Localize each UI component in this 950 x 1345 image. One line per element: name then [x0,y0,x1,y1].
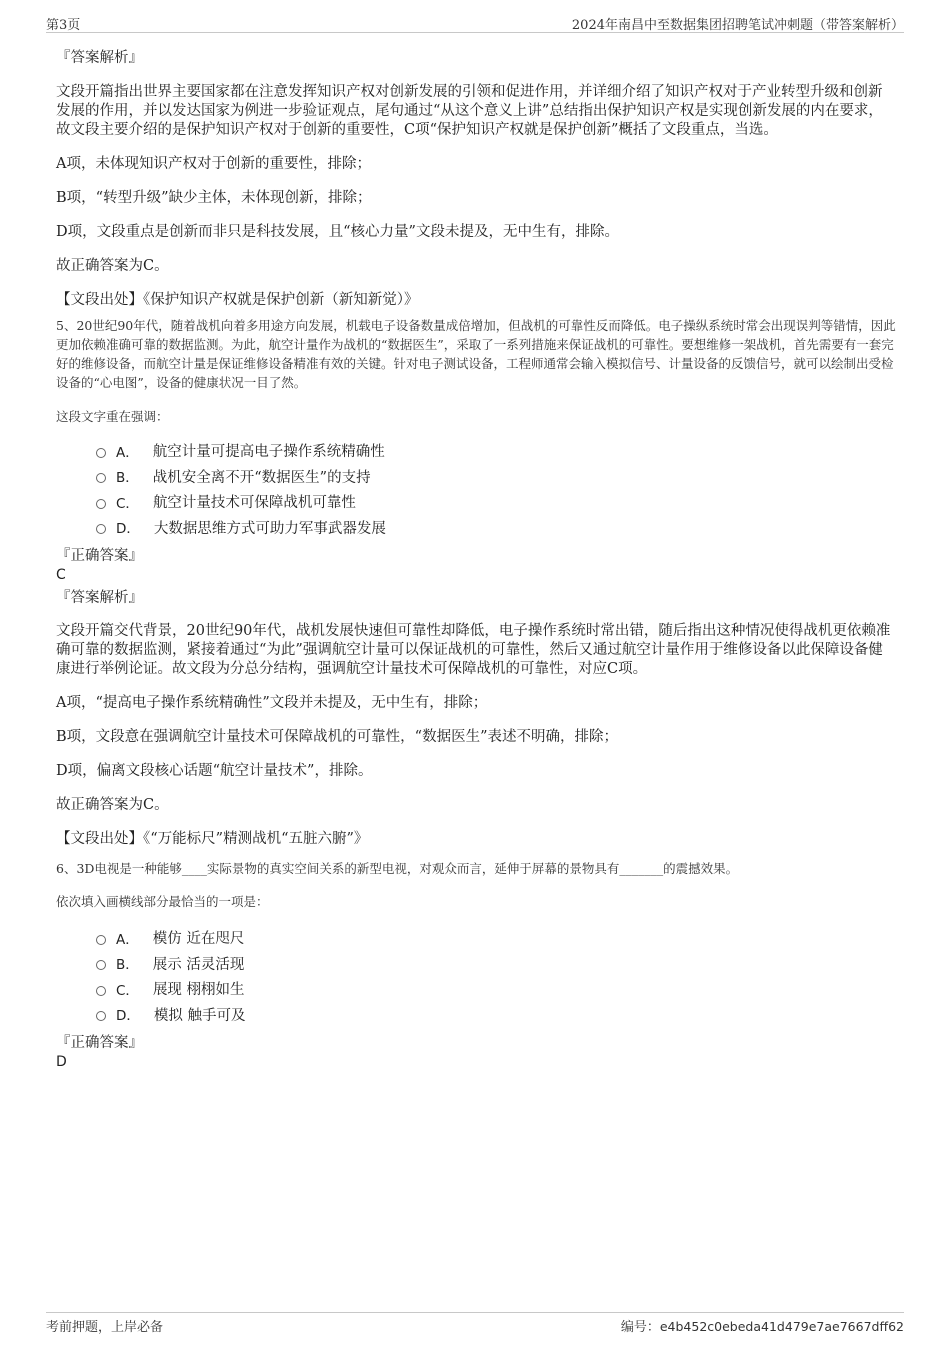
analysis-option-d: D项，偏离文段核心话题“航空计量技术”，排除。 [56,763,373,779]
option-letter: C． [116,982,139,999]
option-text: 模仿 近在咫尺 [152,931,245,948]
radio-icon[interactable] [96,935,106,945]
radio-icon[interactable] [96,473,106,483]
option-letter: A． [116,444,139,461]
option-letter: D． [116,521,140,538]
option-text: 航空计量技术可保障战机可靠性 [152,495,356,512]
option-a[interactable] [56,925,896,951]
code-value: e4b452c0ebeda41d479e7ae7667dff62 [659,1319,904,1334]
analysis-option-a: A项，未体现知识产权对于创新的重要性，排除； [56,156,371,172]
correct-answer-label: 『正确答案』 [56,548,143,564]
option-d[interactable] [56,515,896,541]
footer-slogan: 考前押题，上岸必备 [46,1320,164,1335]
option-text: 战机安全离不开“数据医生”的支持 [152,469,371,486]
radio-icon[interactable] [96,499,106,509]
code-label: 编号： [620,1320,660,1335]
analysis-option-a: A项，“提高电子操作系统精确性”文段并未提及，无中生有，排除； [56,695,488,711]
option-a[interactable] [56,438,896,464]
source-note: 【文段出处】《“万能标尺”精测战机“五脏六腑”》 [56,831,369,847]
correct-answer: C [56,567,66,583]
analysis-text: 文段开篇交代背景，20世纪90年代，战机发展快速但可靠性却降低，电子操作系统时常出错，随后指出这种情况使得战机更依赖准确可靠的数据监测，紧接着通过“为此”强调航空计量可以保证战机的可靠性，然后又通过航空计量作用于维修设备以此保障设备健康进行举例论证。故文段为分总分结构，强调航空计量技术可保障战机的可靠性，对应C项。 [56,623,891,677]
analysis-option-b: B项，“转型升级”缺少主体，未体现创新，排除； [56,190,372,206]
analysis-conclusion: 故正确答案为C。 [56,258,169,274]
analysis-label: 『答案解析』 [56,590,143,606]
option-text: 航空计量可提高电子操作系统精确性 [152,444,385,461]
radio-icon[interactable] [96,1011,106,1021]
analysis-option-b: B项，文段意在强调航空计量技术可保障战机的可靠性，“数据医生”表述不明确，排除； [56,729,618,745]
option-d[interactable] [56,1002,896,1028]
analysis-text: 文段开篇指出世界主要国家都在注意发挥知识产权对创新发展的引领和促进作用，并详细介绍了知识产权对于产业转型升级和创新发展的作用，并以发达国家为例进一步验证观点，尾句通过“从这个意义上讲”总结指出保护知识产权是实现创新发展的内在要求，故文段主要介绍的是保护知识产权对于创新的重要性，C项“保护知识产权就是保护创新”概括了文段重点，当选。 [56,84,883,138]
option-text: 展现 栩栩如生 [152,982,245,999]
question-5-prompt: 这段文字重在强调： [56,409,169,424]
option-text: 模拟 触手可及 [153,1007,246,1024]
radio-icon[interactable] [96,524,106,534]
page-header [46,12,904,33]
option-letter: A． [116,931,139,948]
question-5-stem: 5、20世纪90年代，随着战机向着多用途方向发展，机载电子设备数量成倍增加，但战机的可靠性反而降低。电子操纵系统时常会出现误判等错情，因此更加依赖准确可靠的数据监测。为此，航空计量作为战机的“数据医生”，采取了一系列措施来保证战机的可靠性。要想维修一架战机，首先需要有一套完好的维修设备，而航空计量是保证维修设备精准有效的关键。针对电子测试设备，工程师通常会输入模拟信号、计量设备的反馈信号，就可以绘制出受检设备的“心电图”，设备的健康状况一目了然。 [56,318,896,390]
option-c[interactable] [56,489,896,515]
question-6-stem: 6、3D电视是一种能够____实际景物的真实空间关系的新型电视，对观众而言，延伸于屏幕的景物具有_______的震撼效果。 [56,861,739,876]
radio-icon[interactable] [96,986,106,996]
option-letter: D． [116,1008,140,1025]
option-b[interactable] [56,951,896,977]
question-6-options [56,925,896,1027]
document-title: 2024年南昌中至数据集团招聘笔试冲刺题（带答案解析） [571,18,904,33]
option-b[interactable] [56,464,896,490]
option-letter: B． [116,470,139,487]
question-6-prompt: 依次填入画横线部分最恰当的一项是： [56,894,269,909]
source-note: 【文段出处】《保护知识产权就是保护创新（新知新觉）》 [56,292,419,308]
analysis-option-d: D项，文段重点是创新而非只是科技发展，且“核心力量”文段未提及，无中生有，排除。 [56,224,619,240]
analysis-conclusion: 故正确答案为C。 [56,797,169,813]
page-number: 第3页 [46,18,81,33]
radio-icon[interactable] [96,448,106,458]
option-c[interactable] [56,976,896,1002]
analysis-label: 『答案解析』 [56,50,143,66]
correct-answer: D [56,1054,67,1070]
option-text: 展示 活灵活现 [152,956,245,973]
option-letter: B． [116,957,139,974]
page-content [56,44,896,1071]
document-code [621,1316,904,1335]
question-5-options [56,438,896,540]
option-text: 大数据思维方式可助力军事武器发展 [153,520,386,537]
option-letter: C． [116,495,139,512]
correct-answer-label: 『正确答案』 [56,1035,143,1051]
page-footer [46,1312,904,1335]
radio-icon[interactable] [96,960,106,970]
